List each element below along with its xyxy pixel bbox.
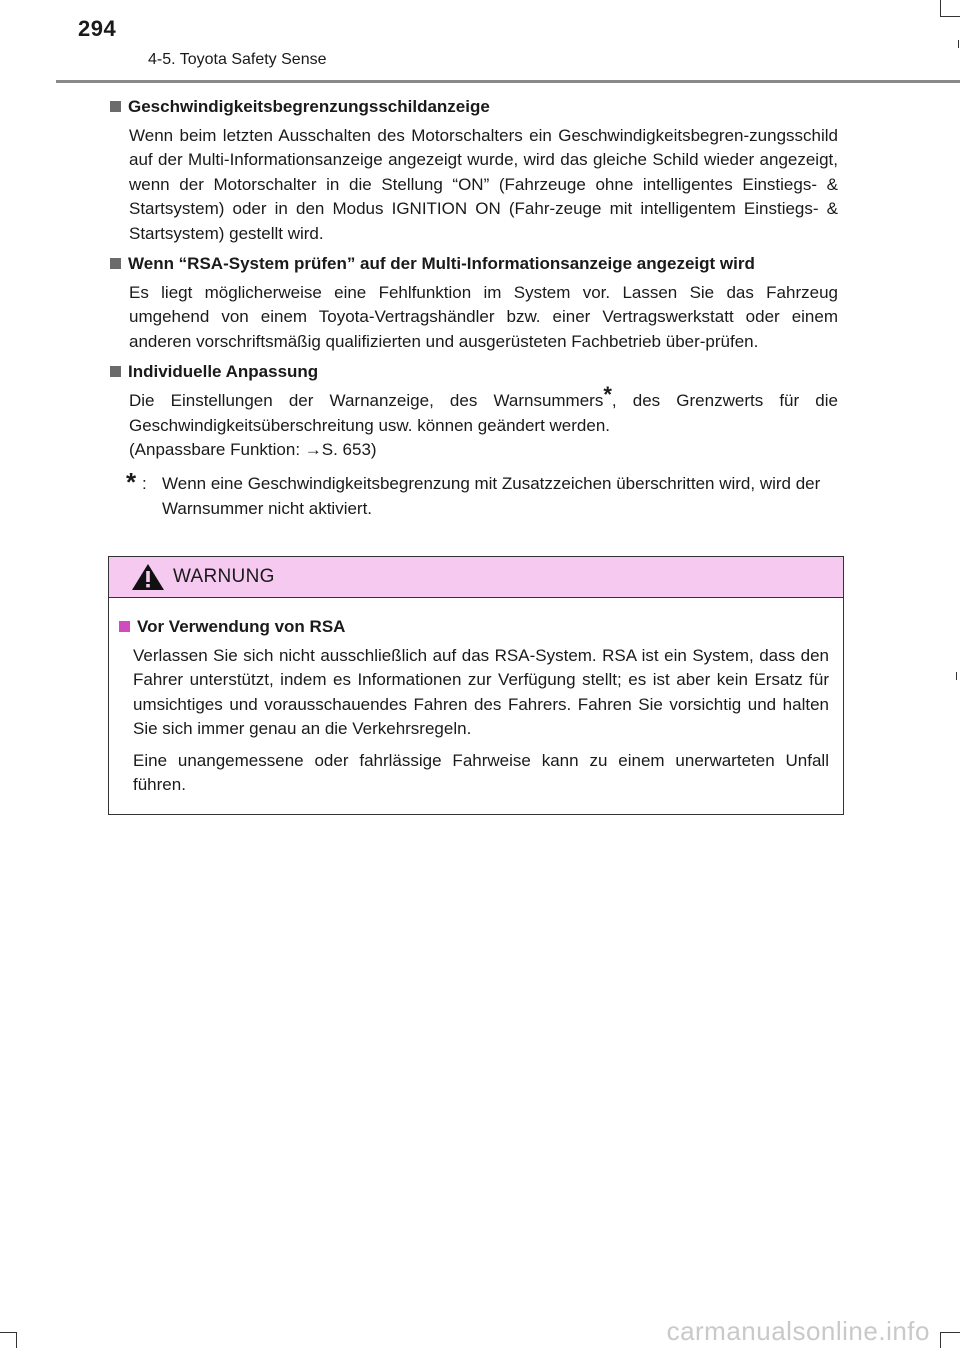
- paragraph-text: Wenn beim letzten Ausschalten des Motorschalters ein Geschwindigkeitsbegren-zungsschild auf der Multi-Informationsanzeige angezeigt wurde, wird das gleiche Schild wieder angezeigt, wenn der Motorschalter in die Stellung “ON” (Fahrzeuge ohne intelligentes Einstiegs- & Startsystem) oder in den Modus IGNITION ON (Fahr-zeuge mit intelligentem Einstiegs- & Startsystem) gestellt wird.: [129, 126, 838, 243]
- warning-title: WARNUNG: [173, 566, 275, 587]
- footnote: [110, 467, 838, 521]
- crop-mark: [16, 1332, 17, 1348]
- footnote-star: *: [603, 381, 612, 407]
- warning-paragraph: Verlassen Sie sich nicht ausschließlich auf das RSA-System. RSA ist ein System, dass den Fahrer unterstützt, indem es Informationen zur Verfügung stellt; es ist aber kein Ersatz für umsichtiges und vorausschauendes Fahren des Fahrers. Fahren Sie vorsichtig und halten Sie sich immer genau an die Verkehrsregeln.: [133, 646, 829, 739]
- header-rule: [56, 80, 960, 83]
- footnote-text: Wenn eine Geschwindigkeitsbegrenzung mit Zusatzzeichen überschritten wird, wird der Warnsummer nicht aktiviert.: [162, 474, 821, 518]
- square-bullet-icon: [110, 101, 121, 112]
- paragraph-text-part: , des Grenzwerts für die Geschwindigkeitsüberschreitung usw. können geändert werden.: [129, 391, 838, 435]
- crop-mark: [940, 1332, 941, 1348]
- paragraph-text: Es liegt möglicherweise eine Fehlfunktion im System vor. Lassen Sie das Fahrzeug umgehend von einem Toyota-Vertragshändler bzw. einer Vertragswerkstatt oder einem anderen vorschriftsmäßig qualifizierten und ausgerüsteten Fachbetrieb über-prüfen.: [129, 283, 838, 351]
- square-bullet-icon: [119, 621, 130, 632]
- crop-mark: [0, 1332, 16, 1333]
- square-bullet-icon: [110, 258, 121, 269]
- watermark: carmanualsonline.info: [666, 1316, 930, 1346]
- footnote-mark: *: [126, 467, 137, 498]
- page-header: [0, 0, 960, 84]
- page-reference: (Anpassbare Funktion: →S. 653): [129, 440, 377, 460]
- section-paragraph: [129, 281, 838, 354]
- section-heading-text: Wenn “RSA-System prüfen” auf der Multi-Informationsanzeige angezeigt wird: [128, 254, 755, 274]
- warning-body: [109, 598, 843, 797]
- section-title: 4-5. Toyota Safety Sense: [148, 51, 327, 68]
- section-heading-text: Geschwindigkeitsbegrenzungsschildanzeige: [128, 97, 490, 116]
- crop-mark: [956, 672, 957, 680]
- section-customization: [110, 360, 838, 462]
- main-content: [110, 95, 838, 521]
- warning-box: [108, 556, 844, 815]
- warning-heading-text: Vor Verwendung von RSA: [137, 617, 346, 636]
- section-heading: [110, 95, 838, 119]
- warning-header: [109, 557, 843, 598]
- paragraph-text: [129, 381, 838, 438]
- section-heading: [110, 360, 838, 384]
- warning-paragraph: Eine unangemessene oder fahrlässige Fahrweise kann zu einem unerwarteten Unfall führen.: [133, 750, 829, 795]
- section-heading-text: Individuelle Anpassung: [128, 362, 319, 382]
- paragraph-text-part: Die Einstellungen der Warnanzeige, des Warnsummers: [129, 391, 604, 411]
- warning-heading: [119, 615, 829, 639]
- page-number: 294: [78, 16, 117, 41]
- warning-triangle-icon: [131, 563, 165, 591]
- section-speed-sign-display: [110, 95, 838, 246]
- warning-paragraphs: [133, 644, 829, 797]
- section-paragraph: [129, 124, 838, 246]
- footnote-colon: :: [142, 474, 147, 494]
- section-heading: [110, 252, 838, 276]
- crop-mark: [940, 1332, 960, 1333]
- section-check-rsa: [110, 252, 838, 354]
- section-paragraph: [129, 381, 838, 462]
- square-bullet-icon: [110, 366, 121, 377]
